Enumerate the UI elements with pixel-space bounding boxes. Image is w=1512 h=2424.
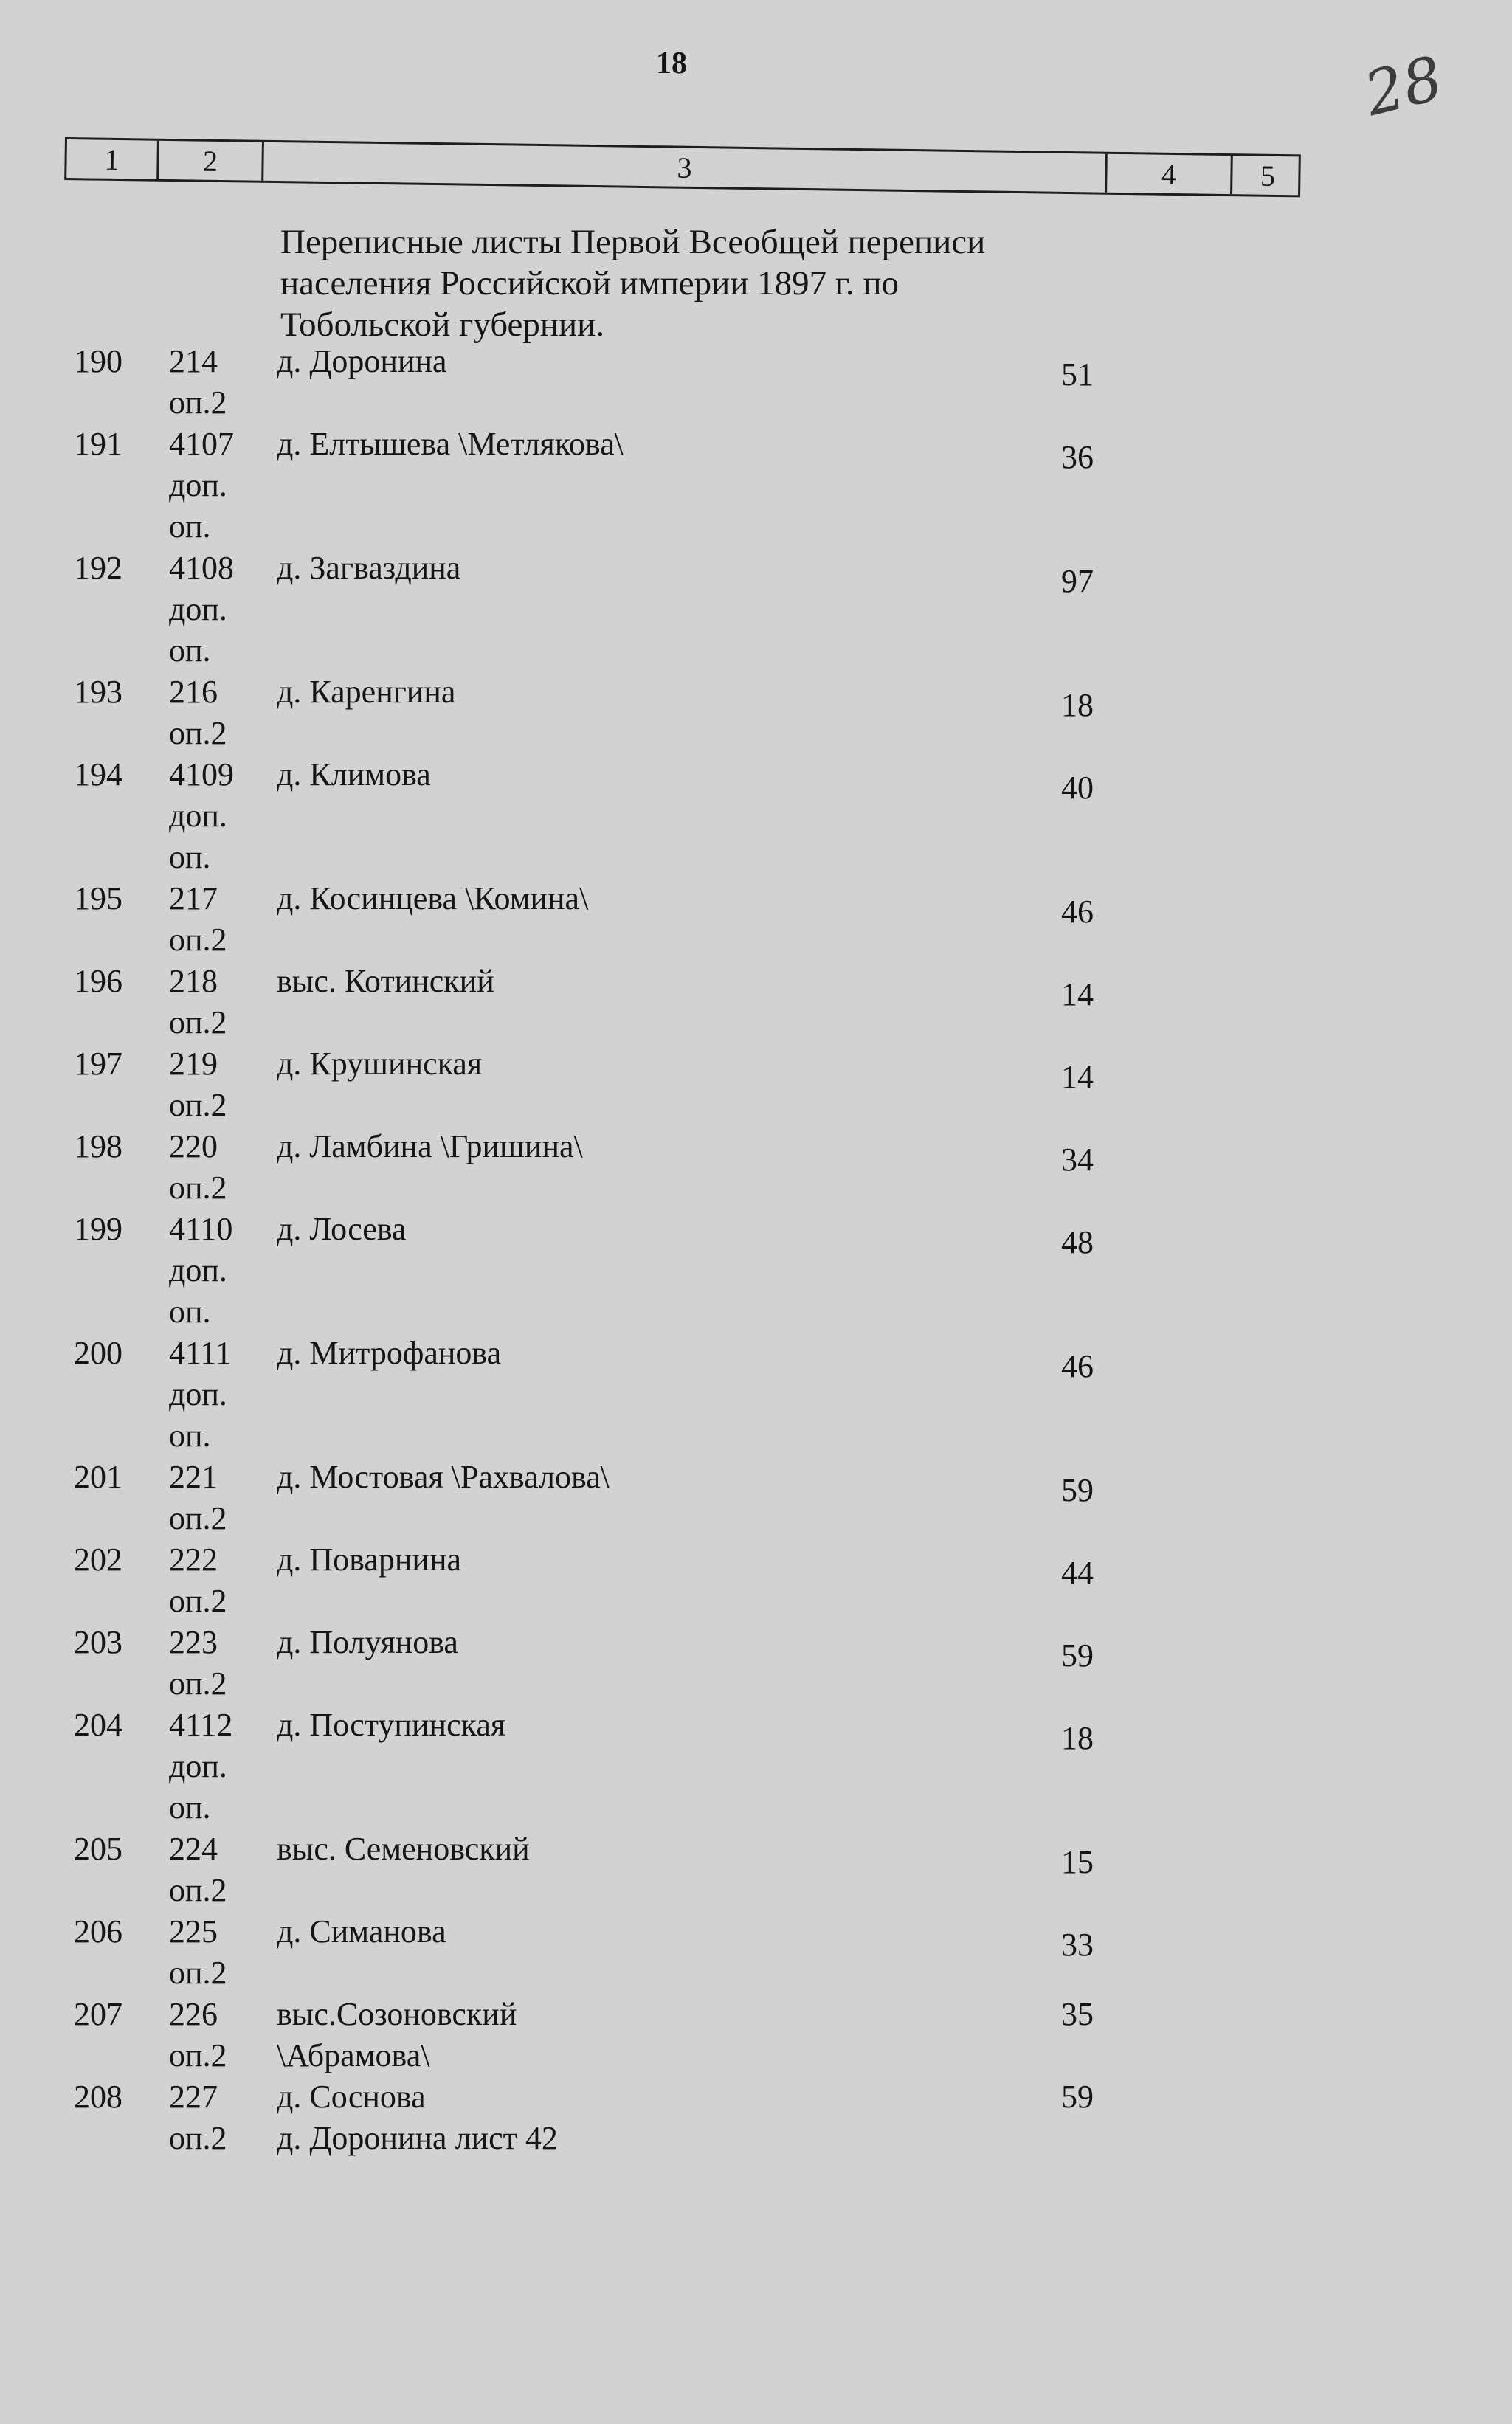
code-line: оп. — [169, 632, 211, 669]
settlement-name — [277, 1209, 1022, 1250]
settlement-name — [277, 1126, 1022, 1167]
name-line: д. Крушинская — [277, 1046, 483, 1082]
storage-unit-code — [169, 1829, 272, 1911]
name-line: выс. Семеновский — [277, 1831, 530, 1867]
code-line: 4109 — [169, 756, 234, 793]
name-line: д. Загваздина — [277, 550, 461, 586]
name-line: д. Поступинская — [277, 1707, 506, 1743]
name-line: выс.Созоновский — [277, 1996, 517, 2032]
sheet-count: 46 — [1061, 1348, 1094, 1384]
settlement-name — [277, 1043, 1022, 1085]
row-number: 207 — [74, 1996, 122, 2032]
row-number: 199 — [74, 1211, 122, 1247]
code-line: 220 — [169, 1128, 218, 1164]
storage-unit-code — [169, 1705, 272, 1829]
code-line: оп.2 — [169, 2037, 227, 2073]
settlement-name — [277, 424, 1022, 465]
code-line: оп.2 — [169, 1872, 227, 1908]
code-line: 226 — [169, 1996, 218, 2032]
settlement-name — [277, 1705, 1022, 1746]
code-line: оп. — [169, 1294, 211, 1330]
column-header-3: 3 — [263, 142, 1108, 193]
settlement-name — [277, 1829, 1022, 1870]
code-line: 4112 — [169, 1707, 233, 1743]
sheet-count: 18 — [1061, 1720, 1094, 1756]
storage-unit-code — [169, 1911, 272, 1994]
storage-unit-code — [169, 754, 272, 878]
settlement-name — [277, 1539, 1022, 1581]
sheet-count: 97 — [1061, 563, 1094, 599]
settlement-name — [277, 754, 1022, 795]
code-line: оп. — [169, 1789, 211, 1826]
code-line: оп. — [169, 839, 211, 875]
code-line: доп. — [169, 591, 227, 627]
code-line: 4111 — [169, 1335, 232, 1371]
sheet-count: 40 — [1061, 770, 1094, 806]
code-line: оп.2 — [169, 1583, 227, 1619]
code-line: оп.2 — [169, 1665, 227, 1702]
row-number: 197 — [74, 1046, 122, 1082]
code-line: оп.2 — [169, 2120, 227, 2156]
settlement-name — [277, 548, 1022, 589]
sheet-count: 44 — [1061, 1555, 1094, 1591]
row-number: 200 — [74, 1335, 122, 1371]
code-line: оп.2 — [169, 1955, 227, 1991]
storage-unit-code — [169, 548, 272, 671]
storage-unit-code — [169, 1994, 272, 2076]
name-line: д. Доронина лист 42 — [277, 2120, 558, 2156]
code-line: оп.2 — [169, 922, 227, 958]
storage-unit-code — [169, 1539, 272, 1622]
storage-unit-code — [169, 341, 272, 424]
handwritten-sheet-number: 28 — [1358, 43, 1450, 131]
code-line: 217 — [169, 880, 218, 916]
code-line: 218 — [169, 963, 218, 999]
column-header-2: 2 — [159, 141, 264, 181]
name-line: выс. Котинский — [277, 963, 494, 999]
storage-unit-code — [169, 1333, 272, 1457]
row-number: 202 — [74, 1541, 122, 1578]
row-number: 193 — [74, 674, 122, 710]
row-number: 204 — [74, 1707, 122, 1743]
sheet-count: 59 — [1061, 1637, 1094, 1674]
storage-unit-code — [169, 1209, 272, 1333]
storage-unit-code — [169, 961, 272, 1043]
sheet-count: 51 — [1061, 356, 1094, 393]
storage-unit-code — [169, 878, 272, 961]
column-header-1: 1 — [66, 139, 159, 179]
code-line: оп.2 — [169, 1500, 227, 1536]
column-header-4: 4 — [1107, 154, 1233, 194]
sheet-count: 48 — [1061, 1224, 1094, 1260]
code-line: 223 — [169, 1624, 218, 1660]
code-line: 4107 — [169, 426, 234, 462]
name-line: д. Соснова — [277, 2079, 426, 2115]
code-line: оп.2 — [169, 1004, 227, 1040]
row-number: 206 — [74, 1913, 122, 1950]
code-line: доп. — [169, 467, 227, 503]
code-line: 214 — [169, 343, 218, 379]
name-line: \Абрамова\ — [277, 2037, 430, 2073]
page-number: 18 — [656, 46, 687, 80]
code-line: доп. — [169, 1748, 227, 1784]
storage-unit-code — [169, 1622, 272, 1705]
row-number: 191 — [74, 426, 122, 462]
settlement-name — [277, 1911, 1022, 1952]
code-line: 219 — [169, 1046, 218, 1082]
settlement-name — [277, 878, 1022, 919]
sheet-count: 59 — [1061, 2079, 1094, 2115]
sheet-count: 46 — [1061, 894, 1094, 930]
sheet-count: 36 — [1061, 439, 1094, 475]
settlement-name — [277, 961, 1022, 1002]
row-number: 195 — [74, 880, 122, 916]
code-line: 4110 — [169, 1211, 233, 1247]
code-line: оп.2 — [169, 1087, 227, 1123]
sheet-count: 15 — [1061, 1844, 1094, 1880]
row-number: 201 — [74, 1459, 122, 1495]
sheet-count: 59 — [1061, 1472, 1094, 1508]
name-line: д. Симанова — [277, 1913, 446, 1950]
code-line: оп.2 — [169, 1170, 227, 1206]
code-line: 227 — [169, 2079, 218, 2115]
settlement-name — [277, 341, 1022, 382]
settlement-name — [277, 671, 1022, 713]
settlement-name — [277, 1333, 1022, 1374]
storage-unit-code — [169, 671, 272, 754]
sheet-count: 14 — [1061, 976, 1094, 1012]
name-line: д. Митрофанова — [277, 1335, 502, 1371]
sheet-count: 33 — [1061, 1927, 1094, 1963]
sheet-count: 14 — [1061, 1059, 1094, 1095]
storage-unit-code — [169, 2076, 272, 2159]
code-line: 216 — [169, 674, 218, 710]
sheet-count: 35 — [1061, 1996, 1094, 2032]
storage-unit-code — [169, 424, 272, 548]
name-line: д. Каренгина — [277, 674, 456, 710]
row-number: 208 — [74, 2079, 122, 2115]
name-line: д. Мостовая \Рахвалова\ — [277, 1459, 610, 1495]
code-line: 221 — [169, 1459, 218, 1495]
code-line: оп. — [169, 1418, 211, 1454]
row-number: 196 — [74, 963, 122, 999]
code-line: оп.2 — [169, 715, 227, 751]
settlement-name — [277, 1994, 1022, 2076]
name-line: д. Лосева — [277, 1211, 407, 1247]
settlement-name — [277, 1457, 1022, 1498]
code-line: доп. — [169, 798, 227, 834]
row-number: 190 — [74, 343, 122, 379]
row-number: 203 — [74, 1624, 122, 1660]
row-number: 205 — [74, 1831, 122, 1867]
name-line: д. Полуянова — [277, 1624, 458, 1660]
code-line: доп. — [169, 1376, 227, 1412]
table-header — [64, 137, 1301, 197]
sheet-count: 34 — [1061, 1142, 1094, 1178]
code-line: оп. — [169, 508, 211, 545]
sheet-count: 18 — [1061, 687, 1094, 723]
storage-unit-code — [169, 1457, 272, 1539]
code-line: 4108 — [169, 550, 234, 586]
row-number: 194 — [74, 756, 122, 793]
settlement-name — [277, 1622, 1022, 1663]
storage-unit-code — [169, 1126, 272, 1209]
section-title: Переписные листы Первой Всеобщей переписи населения Российской империи 1897 г. по Тобольской губернии. — [280, 223, 986, 344]
name-line: д. Климова — [277, 756, 431, 793]
name-line: д. Ламбина \Гришина\ — [277, 1128, 583, 1164]
code-line: 225 — [169, 1913, 218, 1950]
code-line: 222 — [169, 1541, 218, 1578]
settlement-name — [277, 2076, 1022, 2159]
code-line: доп. — [169, 1252, 227, 1288]
row-number: 192 — [74, 550, 122, 586]
row-number: 198 — [74, 1128, 122, 1164]
name-line: д. Доронина — [277, 343, 447, 379]
name-line: д. Поварнина — [277, 1541, 462, 1578]
storage-unit-code — [169, 1043, 272, 1126]
column-header-5: 5 — [1260, 159, 1276, 193]
name-line: д. Косинцева \Комина\ — [277, 880, 589, 916]
code-line: оп.2 — [169, 384, 227, 421]
code-line: 224 — [169, 1831, 218, 1867]
name-line: д. Елтышева \Метлякова\ — [277, 426, 624, 462]
